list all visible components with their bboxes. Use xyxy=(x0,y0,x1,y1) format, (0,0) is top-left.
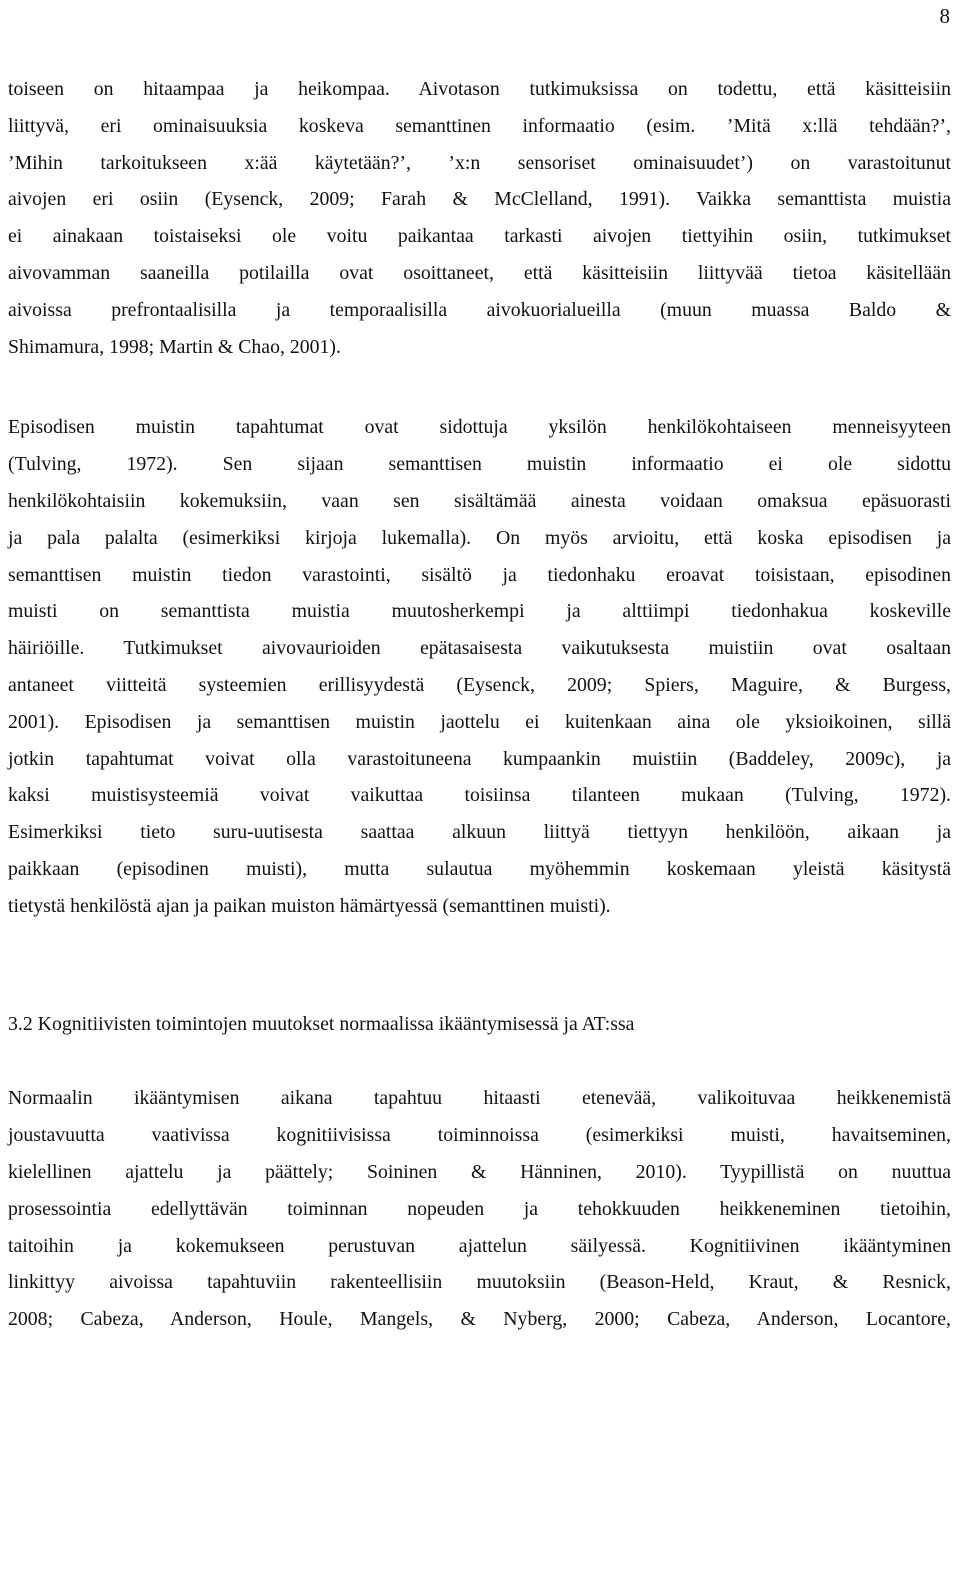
text-line: Shimamura, 1998; Martin & Chao, 2001). xyxy=(8,335,341,358)
paragraph-semantic-memory xyxy=(8,71,951,365)
text-line: tietystä henkilöstä ajan ja paikan muiston hämärtyessä (semanttinen muisti). xyxy=(8,894,611,917)
text-line: jotkin tapahtumat voivat olla varastoituneena kumpaankin muistiin (Baddeley, 2009c), ja xyxy=(8,747,951,770)
text-line: paikkaan (episodinen muisti), mutta sulautua myöhemmin koskemaan yleistä käsitystä xyxy=(8,857,951,880)
text-line: linkittyy aivoissa tapahtuviin rakenteellisiin muutoksiin (Beason-Held, Kraut, & Resnick, xyxy=(8,1271,951,1294)
section-spacer xyxy=(8,925,951,1006)
page-number: 8 xyxy=(939,4,950,28)
paragraph-episodic-memory xyxy=(8,409,951,924)
text-line: (Tulving, 1972). Sen sijaan semanttisen muistin informaatio ei ole sidottu xyxy=(8,453,951,476)
text-line: aivoissa prefrontaalisilla ja temporaalisilla aivokuorialueilla (muun muassa Baldo & xyxy=(8,298,951,321)
text-line: toiseen on hitaampaa ja heikompaa. Aivotason tutkimuksissa on todettu, että käsitteisiin xyxy=(8,78,951,100)
text-line: joustavuutta vaativissa kognitiivisissa toiminnoissa (esimerkiksi muisti, havaitseminen, xyxy=(8,1124,951,1147)
paragraph-spacer xyxy=(8,1042,951,1080)
text-line: Episodisen muistin tapahtumat ovat sidottuja yksilön henkilökohtaiseen menneisyyteen xyxy=(8,416,951,439)
text-line: kielellinen ajattelu ja päättely; Soininen & Hänninen, 2010). Tyypillistä on nuuttua xyxy=(8,1160,951,1183)
text-line: ei ainakaan toistaiseksi ole voitu paikantaa tarkasti aivojen tiettyihin osiin, tutkimukset xyxy=(8,225,951,248)
text-line: aivovamman saaneilla potilailla ovat osoittaneet, että käsitteisiin liittyvää tietoa käsitellään xyxy=(8,261,951,284)
text-line: ja pala palalta (esimerkiksi kirjoja lukemalla). On myös arvioitu, että koska episodisen ja xyxy=(8,526,951,549)
text-line: muisti on semanttista muistia muutosherkempi ja alttiimpi tiedonhakua koskeville xyxy=(8,600,951,623)
text-line: semanttisen muistin tiedon varastointi, sisältö ja tiedonhaku eroavat toisistaan, episodinen xyxy=(8,563,951,586)
text-line: Esimerkiksi tieto suru-uutisesta saattaa alkuun liittyä tiettyyn henkilöön, aikaan ja xyxy=(8,821,951,844)
text-line: liittyvä, eri ominaisuuksia koskeva semanttinen informaatio (esim. ’Mitä x:llä tehdään?’, xyxy=(8,114,951,137)
text-line: antaneet viitteitä systeemien erillisyydestä (Eysenck, 2009; Spiers, Maguire, & Burgess, xyxy=(8,673,951,696)
text-line: 2001). Episodisen ja semanttisen muistin jaottelu ei kuitenkaan aina ole yksioikoinen, sillä xyxy=(8,710,951,733)
text-line: 2008; Cabeza, Anderson, Houle, Mangels, & Nyberg, 2000; Cabeza, Anderson, Locantore, xyxy=(8,1308,951,1331)
paragraph-spacer xyxy=(8,365,951,409)
text-line: ’Mihin tarkoitukseen x:ää käytetään?’, ’x:n sensoriset ominaisuudet’) on varastoitunut xyxy=(8,151,951,174)
document-body xyxy=(8,71,951,1338)
paragraph-aging xyxy=(8,1080,951,1338)
text-line: kaksi muistisysteemiä voivat vaikuttaa toisiinsa tilanteen mukaan (Tulving, 1972). xyxy=(8,784,951,807)
text-line: Normaalin ikääntymisen aikana tapahtuu hitaasti etenevää, valikoituvaa heikkenemistä xyxy=(8,1087,951,1110)
text-line: henkilökohtaisiin kokemuksiin, vaan sen sisältämää ainesta voidaan omaksua epäsuorasti xyxy=(8,489,951,512)
text-line: aivojen eri osiin (Eysenck, 2009; Farah & McClelland, 1991). Vaikka semanttista muistia xyxy=(8,188,951,211)
text-line: taitoihin ja kokemukseen perustuvan ajattelun säilyessä. Kognitiivinen ikääntyminen xyxy=(8,1234,951,1257)
text-line: prosessointia edellyttävän toiminnan nopeuden ja tehokkuuden heikkeneminen tietoihin, xyxy=(8,1197,951,1220)
section-heading: 3.2 Kognitiivisten toimintojen muutokset normaalissa ikääntymisessä ja AT:ssa xyxy=(8,1012,635,1035)
text-line: häiriöille. Tutkimukset aivovaurioiden epätasaisesta vaikutuksesta muistiin ovat osaltaan xyxy=(8,637,951,660)
